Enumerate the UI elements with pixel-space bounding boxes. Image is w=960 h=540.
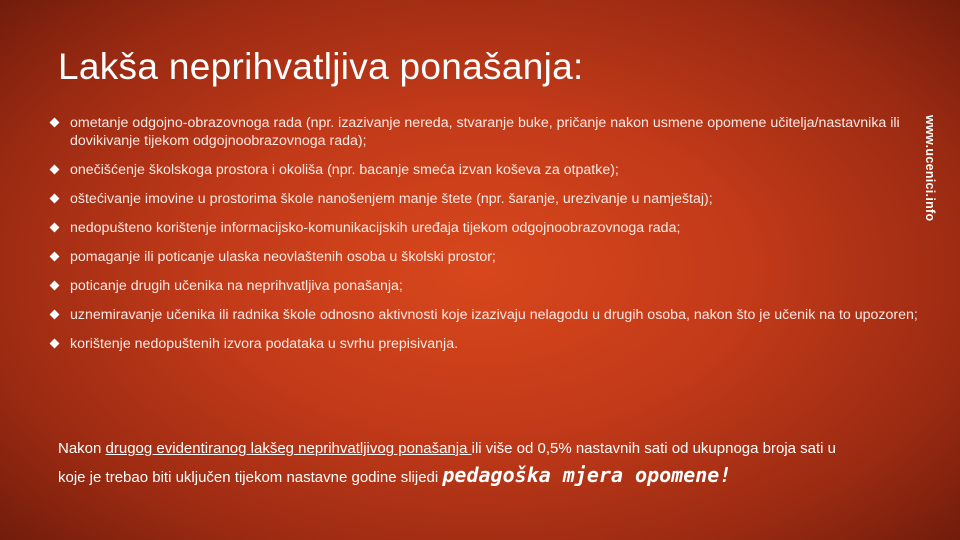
bullet-text: oštećivanje imovine u prostorima škole nanošenjem manje štete (npr. šaranje, urezivanje u namještaj);: [70, 191, 713, 207]
diamond-bullet-icon: [50, 219, 70, 237]
diamond-bullet-icon: [50, 190, 70, 208]
note-emphasis: pedagoška mjera opomene!: [442, 463, 732, 487]
bullet-text: poticanje drugih učenika na neprihvatljiva ponašanja;: [70, 278, 403, 294]
bullet-text: pomaganje ili poticanje ulaska neovlaštenih osoba u školski prostor;: [70, 249, 496, 265]
bullet-text: nedopušteno korištenje informacijsko-komunikacijskih uređaja tijekom odgojnoobrazovnoga rada;: [70, 220, 681, 236]
list-item: [50, 306, 930, 324]
diamond-bullet-icon: [50, 161, 70, 179]
bullet-text: ometanje odgojno-obrazovnoga rada (npr. izazivanje nereda, stvaranje buke, pričanje nakon usmene opomene učitelja/nastavnika ili dovikivanje tijekom odgojnoobrazovnoga rada);: [70, 115, 900, 149]
diamond-bullet-icon: [50, 277, 70, 295]
bullet-text: uznemiravanje učenika ili radnika škole odnosno aktivnosti koje izazivaju nelagodu u drugih osoba, nakon što je učenik na to upozoren;: [70, 307, 918, 323]
bullet-text: onečišćenje školskoga prostora i okoliša (npr. bacanje smeća izvan koševa za otpatke);: [70, 162, 619, 178]
list-item: [50, 277, 930, 295]
list-item: [50, 114, 930, 150]
list-item: [50, 161, 930, 179]
bullet-text: korištenje nedopuštenih izvora podataka u svrhu prepisivanja.: [70, 336, 459, 352]
diamond-bullet-icon: [50, 306, 70, 324]
website-watermark: www.ucenici.info: [923, 115, 937, 222]
bullet-list: [50, 114, 930, 353]
list-item: [50, 335, 930, 353]
diamond-bullet-icon: [50, 335, 70, 353]
note-text-continued: ili više od 0,5% nastavnih sati od ukupnoga broja sati u koje je trebao biti uključen tijekom nastavne godine slijedi: [58, 440, 837, 486]
slide-title: Lakša neprihvatljiva ponašanja:: [58, 46, 584, 87]
list-item: [50, 248, 930, 266]
consequence-note: [58, 436, 858, 491]
diamond-bullet-icon: [50, 114, 70, 132]
list-item: [50, 219, 930, 237]
note-text: Nakon: [58, 440, 106, 457]
diamond-bullet-icon: [50, 248, 70, 266]
list-item: [50, 190, 930, 208]
note-underlined-text: drugog evidentiranog lakšeg neprihvatljivog ponašanja: [105, 440, 472, 457]
